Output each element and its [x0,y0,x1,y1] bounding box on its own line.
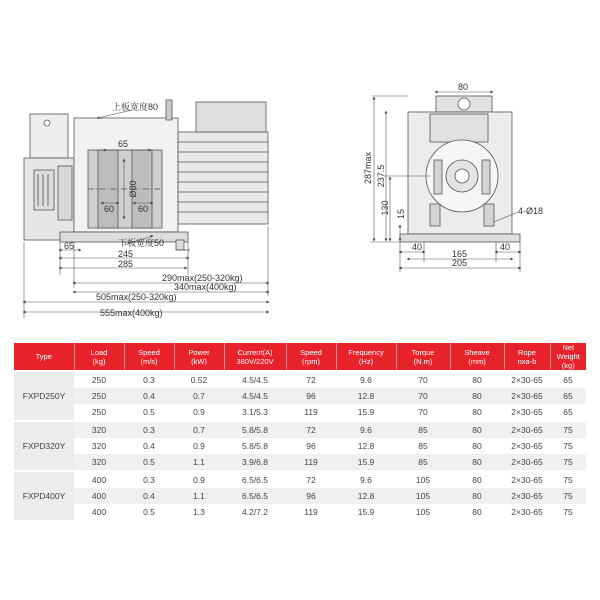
table-cell: 1.1 [174,488,224,504]
table-cell: 85 [396,438,450,454]
table-header-row [14,343,586,371]
table-row [14,404,586,421]
column-header-label: Rope [518,347,536,357]
table-cell: 12.8 [336,388,396,404]
table-cell: 2×30-65 [504,421,550,438]
label-height-15: 15 [396,208,406,220]
label-dim-340: 340max(400kg) [174,282,237,292]
table-cell: 1.1 [174,454,224,471]
table-cell: 0.3 [124,471,174,488]
column-header-label: Current(A) [237,347,273,357]
table-cell: 105 [396,504,450,520]
table-cell: 0.52 [174,371,224,388]
model-type-cell: FXPD400Y [14,471,74,520]
table-row [14,454,586,471]
column-header [224,343,286,371]
label-foot-left: 40 [412,242,423,252]
table-cell: 6.5/6.5 [224,471,286,488]
table-cell: 9.6 [336,421,396,438]
front-view [24,100,268,250]
table-cell: 3.1/5.3 [224,404,286,421]
column-header-unit: (kW) [191,356,207,366]
column-header [74,343,124,371]
table-row [14,371,586,388]
table-cell: 1.3 [174,504,224,520]
model-type-cell: FXPD320Y [14,421,74,471]
table-row [14,488,586,504]
table-cell: 2×30-65 [504,388,550,404]
label-dim-285: 285 [118,259,134,269]
table-cell: 65 [550,388,586,404]
label-base-offset: 65 [64,241,75,251]
label-dim-555: 555max(400kg) [100,308,163,318]
table-cell: 2×30-65 [504,488,550,504]
column-header-label: Load [90,347,108,357]
column-header-unit: (kg) [92,356,106,366]
column-header-unit: (N.m) [413,356,433,366]
column-header [286,343,336,371]
table-cell: 0.9 [174,438,224,454]
table-cell: 2×30-65 [504,404,550,421]
table-cell: 250 [74,388,124,404]
label-height-237: 237.5 [376,164,386,188]
table-cell: 4.2/7.2 [224,504,286,520]
label-width-205: 205 [452,258,468,268]
table-cell: 15.9 [336,504,396,520]
table-cell: 12.8 [336,488,396,504]
table-cell: 2×30-65 [504,454,550,471]
table-cell: 0.4 [124,488,174,504]
label-sheave-width: 65 [118,139,129,149]
column-header [124,343,174,371]
table-cell: 80 [450,454,504,471]
column-header [550,343,586,371]
label-foot-right: 40 [500,242,511,252]
table-cell: 9.6 [336,371,396,388]
side-view [400,96,520,242]
table-cell: 85 [396,454,450,471]
label-dim-290: 290max(250-320kg) [162,273,243,283]
specifications-table [14,343,586,520]
label-width-165: 165 [452,249,468,259]
table-cell: 105 [396,471,450,488]
column-header-label: Speed [138,347,160,357]
column-header [336,343,396,371]
table-cell: 75 [550,504,586,520]
table-row [14,388,586,404]
label-groove-left: 60 [104,204,115,214]
table-cell: 9.6 [336,471,396,488]
table-cell: 80 [450,488,504,504]
table-cell: 75 [550,471,586,488]
label-dim-245: 245 [118,249,134,259]
column-header-label: Net Weight [556,343,580,361]
column-header [450,343,504,371]
table-cell: 72 [286,371,336,388]
table-row [14,438,586,454]
table-cell: 96 [286,388,336,404]
table-row [14,504,586,520]
table-cell: 15.9 [336,404,396,421]
table-cell: 3.9/6.8 [224,454,286,471]
table-cell: 0.9 [174,404,224,421]
table-cell: 400 [74,504,124,520]
table-cell: 80 [450,388,504,404]
table-cell: 75 [550,488,586,504]
table-cell: 320 [74,438,124,454]
table-cell: 75 [550,438,586,454]
table-cell: 250 [74,404,124,421]
table-cell: 0.3 [124,421,174,438]
table-cell: 0.3 [124,371,174,388]
table-cell: 65 [550,371,586,388]
table-cell: 250 [74,371,124,388]
table-cell: 75 [550,454,586,471]
table-cell: 80 [450,421,504,438]
table-cell: 119 [286,504,336,520]
table-cell: 0.5 [124,454,174,471]
column-header-unit: (m/s) [140,356,158,366]
table-cell: 6.5/6.5 [224,488,286,504]
table-cell: 0.7 [174,421,224,438]
table-row [14,421,586,438]
column-header-unit: (rpm) [302,356,320,366]
table-cell: 2×30-65 [504,371,550,388]
column-header [396,343,450,371]
column-header-label: Sheave [464,347,490,357]
column-header-unit: nxa-b [517,356,537,366]
label-top-width: 80 [458,82,469,92]
table-cell: 2×30-65 [504,438,550,454]
table-cell: 2×30-65 [504,471,550,488]
table-cell: 80 [450,371,504,388]
table-cell: 0.5 [124,504,174,520]
table-row [14,471,586,488]
table-cell: 85 [396,421,450,438]
table-cell: 4.5/4.5 [224,371,286,388]
table-cell: 5.8/5.8 [224,438,286,454]
table-cell: 0.7 [174,388,224,404]
column-header-label: Power [188,347,210,357]
table-cell: 80 [450,471,504,488]
table-cell: 12.8 [336,438,396,454]
table-cell: 80 [450,438,504,454]
label-height-287: 287max [363,151,373,185]
column-header-unit: (mm) [468,356,486,366]
table-cell: 70 [396,371,450,388]
label-height-130: 130 [380,200,390,216]
column-header-label: Frequency [348,347,384,357]
column-header-unit: 380V/220V [236,356,274,366]
table-cell: 119 [286,404,336,421]
table-cell: 0.4 [124,388,174,404]
table-cell: 5.8/5.8 [224,421,286,438]
column-header-unit: (kg) [561,361,575,370]
table-cell: 0.5 [124,404,174,421]
label-mount-holes: 4-Ø18 [518,206,544,216]
label-top-plate-width: 上板宽度80 [112,102,159,112]
table-cell: 4.5/4.5 [224,388,286,404]
table-cell: 400 [74,471,124,488]
label-sheave-diameter: Ø80 [128,180,138,198]
table-cell: 119 [286,454,336,471]
column-header-label: Torque [411,347,435,357]
table-cell: 72 [286,421,336,438]
column-header [14,343,74,371]
table-cell: 80 [450,404,504,421]
column-header [504,343,550,371]
table-cell: 0.9 [174,471,224,488]
table-cell: 320 [74,421,124,438]
table-cell: 96 [286,488,336,504]
table-cell: 75 [550,421,586,438]
column-header [174,343,224,371]
column-header-label: Speed [300,347,322,357]
table-cell: 2×30-65 [504,504,550,520]
table-cell: 96 [286,438,336,454]
column-header-unit: (Hz) [358,356,374,366]
label-groove-right: 60 [138,204,149,214]
label-bottom-plate-width: 下板宽度50 [118,238,165,248]
table-cell: 15.9 [336,454,396,471]
label-dim-505: 505max(250-320kg) [96,292,177,302]
column-header-label: Type [35,352,52,361]
table-cell: 320 [74,454,124,471]
table-cell: 80 [450,504,504,520]
table-cell: 72 [286,471,336,488]
table-cell: 400 [74,488,124,504]
table-cell: 70 [396,388,450,404]
model-type-cell: FXPD250Y [14,371,74,421]
table-cell: 70 [396,404,450,421]
table-cell: 65 [550,404,586,421]
table-cell: 105 [396,488,450,504]
table-cell: 0.4 [124,438,174,454]
